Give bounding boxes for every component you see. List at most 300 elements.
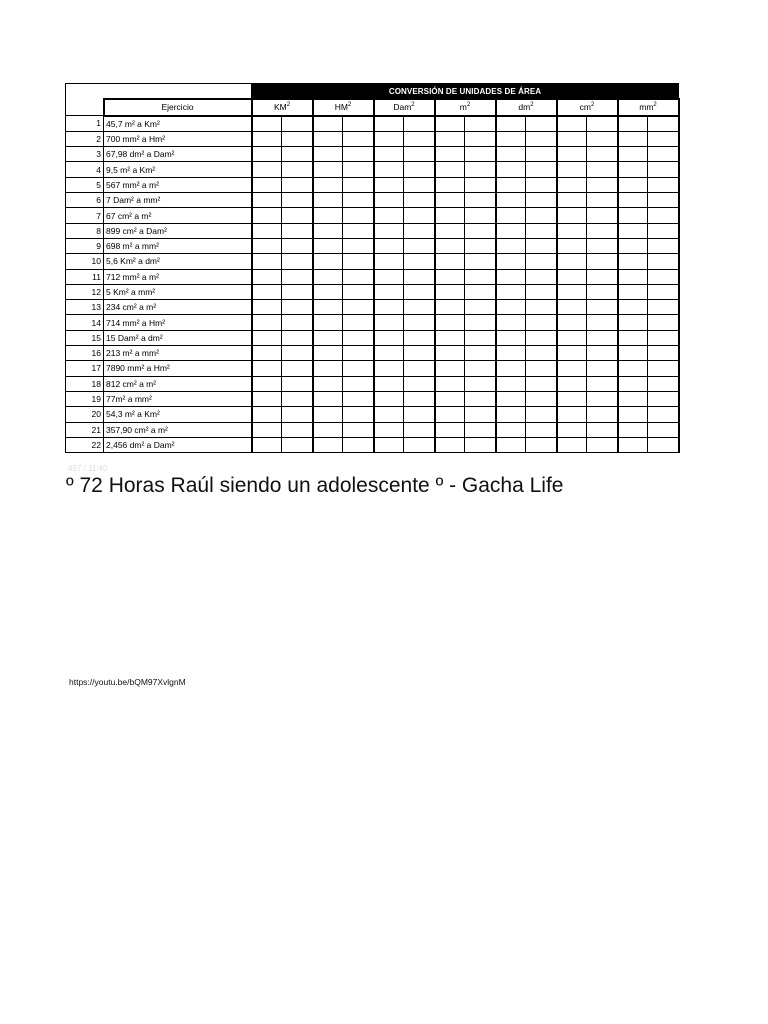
answer-cell[interactable] xyxy=(252,361,282,376)
answer-cell[interactable] xyxy=(557,315,587,330)
answer-cell[interactable] xyxy=(587,437,618,452)
answer-cell[interactable] xyxy=(587,162,618,177)
answer-cell[interactable] xyxy=(648,193,679,208)
answer-cell[interactable] xyxy=(282,407,313,422)
answer-cell[interactable] xyxy=(618,131,648,146)
answer-cell[interactable] xyxy=(435,391,465,406)
answer-cell[interactable] xyxy=(465,300,496,315)
answer-cell[interactable] xyxy=(648,254,679,269)
answer-cell[interactable] xyxy=(465,407,496,422)
answer-cell[interactable] xyxy=(526,223,557,238)
answer-cell[interactable] xyxy=(557,284,587,299)
answer-cell[interactable] xyxy=(618,376,648,391)
answer-cell[interactable] xyxy=(557,116,587,132)
answer-cell[interactable] xyxy=(526,131,557,146)
answer-cell[interactable] xyxy=(526,116,557,132)
answer-cell[interactable] xyxy=(404,208,435,223)
answer-cell[interactable] xyxy=(252,177,282,192)
answer-cell[interactable] xyxy=(282,376,313,391)
answer-cell[interactable] xyxy=(435,346,465,361)
answer-cell[interactable] xyxy=(465,177,496,192)
answer-cell[interactable] xyxy=(465,376,496,391)
answer-cell[interactable] xyxy=(496,162,526,177)
answer-cell[interactable] xyxy=(313,437,343,452)
answer-cell[interactable] xyxy=(618,116,648,132)
answer-cell[interactable] xyxy=(343,147,374,162)
answer-cell[interactable] xyxy=(465,284,496,299)
answer-cell[interactable] xyxy=(648,162,679,177)
answer-cell[interactable] xyxy=(587,147,618,162)
answer-cell[interactable] xyxy=(587,376,618,391)
answer-cell[interactable] xyxy=(404,147,435,162)
answer-cell[interactable] xyxy=(465,422,496,437)
answer-cell[interactable] xyxy=(252,223,282,238)
answer-cell[interactable] xyxy=(374,147,404,162)
answer-cell[interactable] xyxy=(648,131,679,146)
answer-cell[interactable] xyxy=(313,254,343,269)
answer-cell[interactable] xyxy=(404,437,435,452)
answer-cell[interactable] xyxy=(618,177,648,192)
answer-cell[interactable] xyxy=(282,422,313,437)
answer-cell[interactable] xyxy=(618,193,648,208)
answer-cell[interactable] xyxy=(587,269,618,284)
answer-cell[interactable] xyxy=(282,116,313,132)
answer-cell[interactable] xyxy=(618,223,648,238)
answer-cell[interactable] xyxy=(374,254,404,269)
answer-cell[interactable] xyxy=(496,300,526,315)
answer-cell[interactable] xyxy=(252,315,282,330)
answer-cell[interactable] xyxy=(618,147,648,162)
answer-cell[interactable] xyxy=(557,208,587,223)
answer-cell[interactable] xyxy=(557,131,587,146)
answer-cell[interactable] xyxy=(404,162,435,177)
answer-cell[interactable] xyxy=(618,437,648,452)
answer-cell[interactable] xyxy=(252,269,282,284)
answer-cell[interactable] xyxy=(252,162,282,177)
answer-cell[interactable] xyxy=(648,346,679,361)
answer-cell[interactable] xyxy=(404,177,435,192)
answer-cell[interactable] xyxy=(282,223,313,238)
answer-cell[interactable] xyxy=(496,238,526,253)
answer-cell[interactable] xyxy=(404,391,435,406)
answer-cell[interactable] xyxy=(252,254,282,269)
answer-cell[interactable] xyxy=(313,162,343,177)
answer-cell[interactable] xyxy=(648,116,679,132)
answer-cell[interactable] xyxy=(465,361,496,376)
answer-cell[interactable] xyxy=(618,254,648,269)
answer-cell[interactable] xyxy=(526,346,557,361)
answer-cell[interactable] xyxy=(404,346,435,361)
answer-cell[interactable] xyxy=(526,269,557,284)
answer-cell[interactable] xyxy=(648,269,679,284)
answer-cell[interactable] xyxy=(252,131,282,146)
answer-cell[interactable] xyxy=(404,361,435,376)
answer-cell[interactable] xyxy=(374,407,404,422)
answer-cell[interactable] xyxy=(313,300,343,315)
answer-cell[interactable] xyxy=(282,300,313,315)
answer-cell[interactable] xyxy=(252,437,282,452)
answer-cell[interactable] xyxy=(435,147,465,162)
answer-cell[interactable] xyxy=(343,131,374,146)
answer-cell[interactable] xyxy=(618,315,648,330)
answer-cell[interactable] xyxy=(496,407,526,422)
answer-cell[interactable] xyxy=(587,391,618,406)
answer-cell[interactable] xyxy=(465,162,496,177)
answer-cell[interactable] xyxy=(587,254,618,269)
answer-cell[interactable] xyxy=(404,254,435,269)
answer-cell[interactable] xyxy=(343,437,374,452)
answer-cell[interactable] xyxy=(282,131,313,146)
answer-cell[interactable] xyxy=(648,376,679,391)
answer-cell[interactable] xyxy=(374,238,404,253)
answer-cell[interactable] xyxy=(526,300,557,315)
answer-cell[interactable] xyxy=(374,422,404,437)
answer-cell[interactable] xyxy=(648,361,679,376)
answer-cell[interactable] xyxy=(526,407,557,422)
answer-cell[interactable] xyxy=(496,208,526,223)
answer-cell[interactable] xyxy=(526,162,557,177)
answer-cell[interactable] xyxy=(282,437,313,452)
answer-cell[interactable] xyxy=(252,346,282,361)
answer-cell[interactable] xyxy=(557,422,587,437)
answer-cell[interactable] xyxy=(282,391,313,406)
answer-cell[interactable] xyxy=(435,376,465,391)
answer-cell[interactable] xyxy=(313,330,343,345)
answer-cell[interactable] xyxy=(343,116,374,132)
answer-cell[interactable] xyxy=(252,208,282,223)
answer-cell[interactable] xyxy=(374,300,404,315)
answer-cell[interactable] xyxy=(526,391,557,406)
answer-cell[interactable] xyxy=(557,223,587,238)
answer-cell[interactable] xyxy=(374,284,404,299)
answer-cell[interactable] xyxy=(282,254,313,269)
answer-cell[interactable] xyxy=(587,131,618,146)
answer-cell[interactable] xyxy=(404,223,435,238)
answer-cell[interactable] xyxy=(587,208,618,223)
answer-cell[interactable] xyxy=(618,162,648,177)
answer-cell[interactable] xyxy=(618,346,648,361)
answer-cell[interactable] xyxy=(618,391,648,406)
answer-cell[interactable] xyxy=(374,193,404,208)
answer-cell[interactable] xyxy=(526,254,557,269)
answer-cell[interactable] xyxy=(648,223,679,238)
answer-cell[interactable] xyxy=(496,269,526,284)
answer-cell[interactable] xyxy=(496,223,526,238)
answer-cell[interactable] xyxy=(587,315,618,330)
answer-cell[interactable] xyxy=(282,269,313,284)
answer-cell[interactable] xyxy=(618,238,648,253)
answer-cell[interactable] xyxy=(404,116,435,132)
answer-cell[interactable] xyxy=(496,391,526,406)
answer-cell[interactable] xyxy=(557,238,587,253)
answer-cell[interactable] xyxy=(282,361,313,376)
answer-cell[interactable] xyxy=(435,116,465,132)
answer-cell[interactable] xyxy=(374,315,404,330)
answer-cell[interactable] xyxy=(526,177,557,192)
answer-cell[interactable] xyxy=(343,223,374,238)
answer-cell[interactable] xyxy=(313,407,343,422)
answer-cell[interactable] xyxy=(343,407,374,422)
answer-cell[interactable] xyxy=(252,422,282,437)
answer-cell[interactable] xyxy=(374,361,404,376)
answer-cell[interactable] xyxy=(343,300,374,315)
answer-cell[interactable] xyxy=(313,147,343,162)
answer-cell[interactable] xyxy=(343,162,374,177)
answer-cell[interactable] xyxy=(252,147,282,162)
answer-cell[interactable] xyxy=(343,346,374,361)
answer-cell[interactable] xyxy=(648,300,679,315)
answer-cell[interactable] xyxy=(587,193,618,208)
answer-cell[interactable] xyxy=(313,361,343,376)
answer-cell[interactable] xyxy=(252,238,282,253)
answer-cell[interactable] xyxy=(435,193,465,208)
answer-cell[interactable] xyxy=(526,437,557,452)
answer-cell[interactable] xyxy=(435,254,465,269)
answer-cell[interactable] xyxy=(374,208,404,223)
answer-cell[interactable] xyxy=(587,223,618,238)
answer-cell[interactable] xyxy=(374,131,404,146)
answer-cell[interactable] xyxy=(282,208,313,223)
answer-cell[interactable] xyxy=(648,177,679,192)
answer-cell[interactable] xyxy=(465,269,496,284)
answer-cell[interactable] xyxy=(557,361,587,376)
answer-cell[interactable] xyxy=(282,147,313,162)
answer-cell[interactable] xyxy=(557,330,587,345)
answer-cell[interactable] xyxy=(252,193,282,208)
answer-cell[interactable] xyxy=(496,116,526,132)
answer-cell[interactable] xyxy=(618,284,648,299)
answer-cell[interactable] xyxy=(374,116,404,132)
answer-cell[interactable] xyxy=(526,422,557,437)
answer-cell[interactable] xyxy=(404,315,435,330)
answer-cell[interactable] xyxy=(404,269,435,284)
answer-cell[interactable] xyxy=(435,269,465,284)
answer-cell[interactable] xyxy=(252,330,282,345)
answer-cell[interactable] xyxy=(282,238,313,253)
answer-cell[interactable] xyxy=(465,254,496,269)
answer-cell[interactable] xyxy=(282,284,313,299)
answer-cell[interactable] xyxy=(648,238,679,253)
answer-cell[interactable] xyxy=(618,208,648,223)
answer-cell[interactable] xyxy=(343,269,374,284)
video-link[interactable]: https://youtu.be/bQM97XvlgnM xyxy=(69,677,186,687)
answer-cell[interactable] xyxy=(252,376,282,391)
answer-cell[interactable] xyxy=(618,407,648,422)
answer-cell[interactable] xyxy=(526,147,557,162)
answer-cell[interactable] xyxy=(343,208,374,223)
answer-cell[interactable] xyxy=(252,391,282,406)
answer-cell[interactable] xyxy=(496,422,526,437)
answer-cell[interactable] xyxy=(343,177,374,192)
answer-cell[interactable] xyxy=(313,177,343,192)
answer-cell[interactable] xyxy=(282,330,313,345)
answer-cell[interactable] xyxy=(343,391,374,406)
answer-cell[interactable] xyxy=(587,361,618,376)
answer-cell[interactable] xyxy=(465,223,496,238)
answer-cell[interactable] xyxy=(496,315,526,330)
answer-cell[interactable] xyxy=(404,330,435,345)
answer-cell[interactable] xyxy=(374,177,404,192)
answer-cell[interactable] xyxy=(374,162,404,177)
answer-cell[interactable] xyxy=(587,300,618,315)
answer-cell[interactable] xyxy=(496,193,526,208)
answer-cell[interactable] xyxy=(496,330,526,345)
answer-cell[interactable] xyxy=(435,437,465,452)
answer-cell[interactable] xyxy=(374,269,404,284)
answer-cell[interactable] xyxy=(557,346,587,361)
answer-cell[interactable] xyxy=(404,407,435,422)
answer-cell[interactable] xyxy=(526,284,557,299)
answer-cell[interactable] xyxy=(496,437,526,452)
answer-cell[interactable] xyxy=(313,131,343,146)
answer-cell[interactable] xyxy=(374,391,404,406)
answer-cell[interactable] xyxy=(282,193,313,208)
answer-cell[interactable] xyxy=(526,361,557,376)
answer-cell[interactable] xyxy=(618,300,648,315)
answer-cell[interactable] xyxy=(282,346,313,361)
answer-cell[interactable] xyxy=(313,376,343,391)
answer-cell[interactable] xyxy=(313,208,343,223)
answer-cell[interactable] xyxy=(465,116,496,132)
answer-cell[interactable] xyxy=(648,208,679,223)
answer-cell[interactable] xyxy=(557,147,587,162)
answer-cell[interactable] xyxy=(465,147,496,162)
answer-cell[interactable] xyxy=(404,300,435,315)
answer-cell[interactable] xyxy=(435,177,465,192)
answer-cell[interactable] xyxy=(282,177,313,192)
answer-cell[interactable] xyxy=(374,346,404,361)
answer-cell[interactable] xyxy=(435,330,465,345)
answer-cell[interactable] xyxy=(557,391,587,406)
answer-cell[interactable] xyxy=(313,284,343,299)
answer-cell[interactable] xyxy=(343,422,374,437)
answer-cell[interactable] xyxy=(587,116,618,132)
answer-cell[interactable] xyxy=(496,147,526,162)
answer-cell[interactable] xyxy=(618,269,648,284)
answer-cell[interactable] xyxy=(343,330,374,345)
answer-cell[interactable] xyxy=(282,315,313,330)
answer-cell[interactable] xyxy=(404,238,435,253)
answer-cell[interactable] xyxy=(343,361,374,376)
answer-cell[interactable] xyxy=(587,284,618,299)
answer-cell[interactable] xyxy=(374,376,404,391)
answer-cell[interactable] xyxy=(587,238,618,253)
answer-cell[interactable] xyxy=(587,330,618,345)
answer-cell[interactable] xyxy=(313,269,343,284)
answer-cell[interactable] xyxy=(465,437,496,452)
answer-cell[interactable] xyxy=(435,208,465,223)
answer-cell[interactable] xyxy=(313,391,343,406)
answer-cell[interactable] xyxy=(374,223,404,238)
answer-cell[interactable] xyxy=(252,407,282,422)
answer-cell[interactable] xyxy=(374,437,404,452)
answer-cell[interactable] xyxy=(404,284,435,299)
answer-cell[interactable] xyxy=(465,346,496,361)
answer-cell[interactable] xyxy=(404,131,435,146)
answer-cell[interactable] xyxy=(648,437,679,452)
answer-cell[interactable] xyxy=(313,238,343,253)
answer-cell[interactable] xyxy=(435,315,465,330)
answer-cell[interactable] xyxy=(435,284,465,299)
answer-cell[interactable] xyxy=(648,315,679,330)
answer-cell[interactable] xyxy=(435,361,465,376)
answer-cell[interactable] xyxy=(648,330,679,345)
answer-cell[interactable] xyxy=(404,422,435,437)
answer-cell[interactable] xyxy=(435,223,465,238)
answer-cell[interactable] xyxy=(557,193,587,208)
answer-cell[interactable] xyxy=(252,116,282,132)
answer-cell[interactable] xyxy=(587,346,618,361)
answer-cell[interactable] xyxy=(313,193,343,208)
answer-cell[interactable] xyxy=(557,254,587,269)
answer-cell[interactable] xyxy=(435,162,465,177)
answer-cell[interactable] xyxy=(648,391,679,406)
answer-cell[interactable] xyxy=(404,193,435,208)
answer-cell[interactable] xyxy=(435,407,465,422)
answer-cell[interactable] xyxy=(313,422,343,437)
answer-cell[interactable] xyxy=(557,162,587,177)
answer-cell[interactable] xyxy=(526,208,557,223)
answer-cell[interactable] xyxy=(526,315,557,330)
answer-cell[interactable] xyxy=(496,254,526,269)
answer-cell[interactable] xyxy=(648,407,679,422)
answer-cell[interactable] xyxy=(343,238,374,253)
answer-cell[interactable] xyxy=(313,116,343,132)
answer-cell[interactable] xyxy=(587,407,618,422)
answer-cell[interactable] xyxy=(465,131,496,146)
answer-cell[interactable] xyxy=(557,407,587,422)
answer-cell[interactable] xyxy=(496,361,526,376)
answer-cell[interactable] xyxy=(618,422,648,437)
answer-cell[interactable] xyxy=(557,177,587,192)
answer-cell[interactable] xyxy=(313,223,343,238)
answer-cell[interactable] xyxy=(557,269,587,284)
answer-cell[interactable] xyxy=(435,131,465,146)
answer-cell[interactable] xyxy=(587,177,618,192)
answer-cell[interactable] xyxy=(557,300,587,315)
answer-cell[interactable] xyxy=(435,422,465,437)
answer-cell[interactable] xyxy=(496,284,526,299)
answer-cell[interactable] xyxy=(526,193,557,208)
answer-cell[interactable] xyxy=(465,193,496,208)
answer-cell[interactable] xyxy=(343,284,374,299)
answer-cell[interactable] xyxy=(343,254,374,269)
answer-cell[interactable] xyxy=(465,330,496,345)
answer-cell[interactable] xyxy=(496,131,526,146)
video-title[interactable]: º 72 Horas Raúl siendo un adolescente º - Gacha Life xyxy=(66,474,564,497)
answer-cell[interactable] xyxy=(465,238,496,253)
answer-cell[interactable] xyxy=(313,315,343,330)
answer-cell[interactable] xyxy=(496,376,526,391)
answer-cell[interactable] xyxy=(343,376,374,391)
answer-cell[interactable] xyxy=(313,346,343,361)
answer-cell[interactable] xyxy=(648,422,679,437)
answer-cell[interactable] xyxy=(343,315,374,330)
answer-cell[interactable] xyxy=(465,391,496,406)
answer-cell[interactable] xyxy=(404,376,435,391)
answer-cell[interactable] xyxy=(587,422,618,437)
answer-cell[interactable] xyxy=(557,376,587,391)
answer-cell[interactable] xyxy=(282,162,313,177)
answer-cell[interactable] xyxy=(496,177,526,192)
answer-cell[interactable] xyxy=(557,437,587,452)
answer-cell[interactable] xyxy=(374,330,404,345)
answer-cell[interactable] xyxy=(496,346,526,361)
answer-cell[interactable] xyxy=(435,300,465,315)
answer-cell[interactable] xyxy=(465,315,496,330)
answer-cell[interactable] xyxy=(252,300,282,315)
answer-cell[interactable] xyxy=(526,330,557,345)
